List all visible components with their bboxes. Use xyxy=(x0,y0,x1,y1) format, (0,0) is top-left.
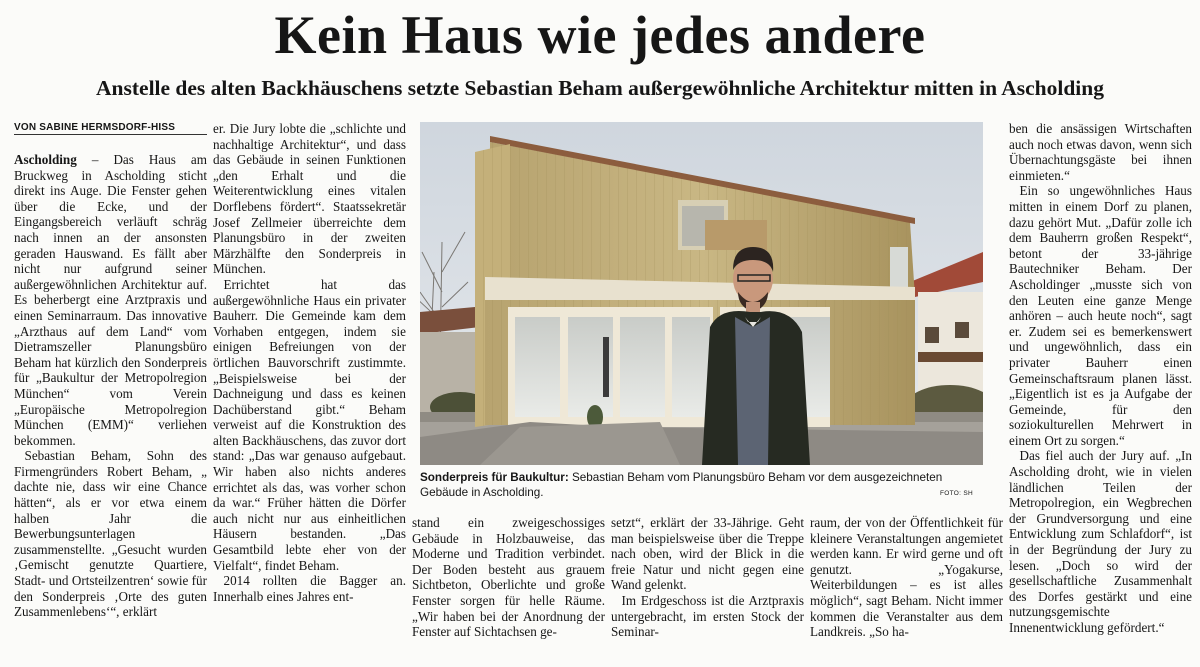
article-column-5 xyxy=(810,515,1003,660)
subheadline: Anstelle des alten Backhäuschens setzte Sebastian Beham außergewöhnliche Architektur mitten in Ascholding xyxy=(96,76,1104,100)
article-column-2 xyxy=(213,121,406,660)
photo-caption xyxy=(420,470,983,500)
article-column-6 xyxy=(1009,121,1192,660)
headline: Kein Haus wie jedes andere xyxy=(274,5,926,65)
paragraph: Sebastian Beham, Sohn des Firmengründers Robert Beham, „ dachte nie, dass wir eine Chance hätten“, als er vor etwa einem halben Jahr die Bewerbungsunterlagen zusammenstellte. „Gesucht wurden ‚Gemischt genutzte Quartiere, Stadt- und Ortsteilzentren‘ sowie für den Sonderpreis ‚Orte des guten Zusammenlebens‘“, erklärt xyxy=(14,448,207,620)
house-photo xyxy=(420,122,983,465)
paragraph: Ein so ungewöhnliches Haus mitten in einem Dorf zu planen, dazu gehört Mut. „Dafür zolle ich dem Bauherrn großen Respekt“, betont der 33-jährige Bautechniker Beham. Der Ascholdinger „musste sich von den Leuten eine ganze Menge anhören – auch heute noch“, sagt er. Zudem sei es bemerkenswert und ungewöhnlich, dass ein privater Bauherr einen Gemeinschaftsraum planen lässt. „Eigentlich ist es ja Aufgabe der Gemeinde, für den soziokulturellen Mehrwert in einem Ort zu sorgen.“ xyxy=(1009,183,1192,448)
paragraph: setzt“, erklärt der 33-Jährige. Geht man beispielsweise über die Treppe nach oben, wird der Blick in die freie Natur und nicht gegen eine Wand gelenkt. xyxy=(611,515,804,593)
paragraph: er. Die Jury lobte die „schlichte und nachhaltige Architektur“, und dass das Gebäude in seinen Funktionen „den Erhalt und die Weiterentwicklung eines vitalen Dorflebens fördert“. Staatssekretär Josef Zellmeier überreichte dem Planungsbüro in der zweiten Märzhälfte den Sonderpreis in München. xyxy=(213,121,406,277)
article-column-4 xyxy=(611,515,804,660)
paragraph: raum, der von der Öffentlichkeit für kleinere Veranstaltungen angemietet werden kann. Er wird gerne und oft genutzt. „Yogakurse, Weiterbildungen – es ist alles möglich“, sagt Beham. Nicht immer kommen die Veranstalter aus dem Landkreis. „So ha- xyxy=(810,515,1003,640)
caption-title: Sonderpreis für Baukultur: xyxy=(420,471,569,484)
paragraph: Errichtet hat das außergewöhnliche Haus ein privater Bauherr. Die Gemeinde kam dem Vorhaben entgegen, indem sie einigen Befreiungen von der örtlichen Bauvorschrift zustimmte. „Beispielsweise bei der Dachneigung und dass es keinen Dachüberstand gibt.“ Beham verweist auf die Konstruktion des alten Backhäuschens, das zuvor dort stand: „Das war genauso aufgebaut. Wir haben also nichts anderes errichtet als das, was vorher schon da war.“ Früher hätten die Dörfer auch nicht nur aus einheitlichen Häusern bestanden. „Das Gesamtbild lebte eher von der Vielfalt“, findet Beham. xyxy=(213,276,406,573)
paragraph-text: – Das Haus am Bruckweg in Ascholding sticht direkt ins Auge. Die Fenster gehen über die Ecke, und der Eingangsbereich verläuft schräg nach innen an der ansonsten geraden Hauswand. Es fällt aber nicht nur aufgrund seiner außergewöhnlichen Architektur auf. Es beherbergt eine Arztpraxis und einen Seminarraum. Das innovative „Arzthaus auf dem Land“ vom Dietramszeller Planungsbüro Beham hat kürzlich den Sonderpreis für „Baukultur der Metropolregion München“ vom Verein „Europäische Metropolregion München (EMM)“ verliehen bekommen. xyxy=(14,152,207,448)
house-photo-illustration xyxy=(420,122,983,465)
paragraph: 2014 rollten die Bagger an. Innerhalb eines Jahres ent- xyxy=(213,573,406,604)
paragraph: ben die ansässigen Wirtschaften auch noch etwas davon, wenn sich Übernachtungsgäste bei ihnen einmieten.“ xyxy=(1009,121,1192,183)
paragraph: Das fiel auch der Jury auf. „In Ascholding droht, wie in vielen ländlichen Teilen der Metropolregion, ein Wegbrechen der Grundversorgung und eine Entwicklung zum Schlafdorf“, ist in der Begründung der Jury zu lesen. „Doch so wird der gesellschaftliche Zusammenhalt des Dorfes gestärkt und eine nutzungsgemischte Innenentwicklung gefördert.“ xyxy=(1009,448,1192,635)
dateline: Ascholding xyxy=(14,152,77,167)
paragraph xyxy=(14,152,207,448)
caption-text: Sebastian Beham vom Planungsbüro Beham vor dem ausgezeichneten Gebäude in Ascholding. xyxy=(420,471,943,499)
byline: VON SABINE HERMSDORF-HISS xyxy=(14,121,207,135)
article-column-3 xyxy=(412,515,605,660)
article-column-1 xyxy=(14,152,207,660)
paragraph: Im Erdgeschoss ist die Arztpraxis untergebracht, im ersten Stock der Seminar- xyxy=(611,592,804,640)
paragraph: stand ein zweigeschossiges Gebäude in Holzbauweise, das Moderne und Tradition verbindet. Der Boden besteht aus grauem Sichtbeton, Oberlichte und große Fenster sorgen für helle Räume. „Wir haben bei der Anordnung der Fenster auf Sichtachsen ge- xyxy=(412,515,605,640)
photo-credit: FOTO: SH xyxy=(940,490,973,497)
